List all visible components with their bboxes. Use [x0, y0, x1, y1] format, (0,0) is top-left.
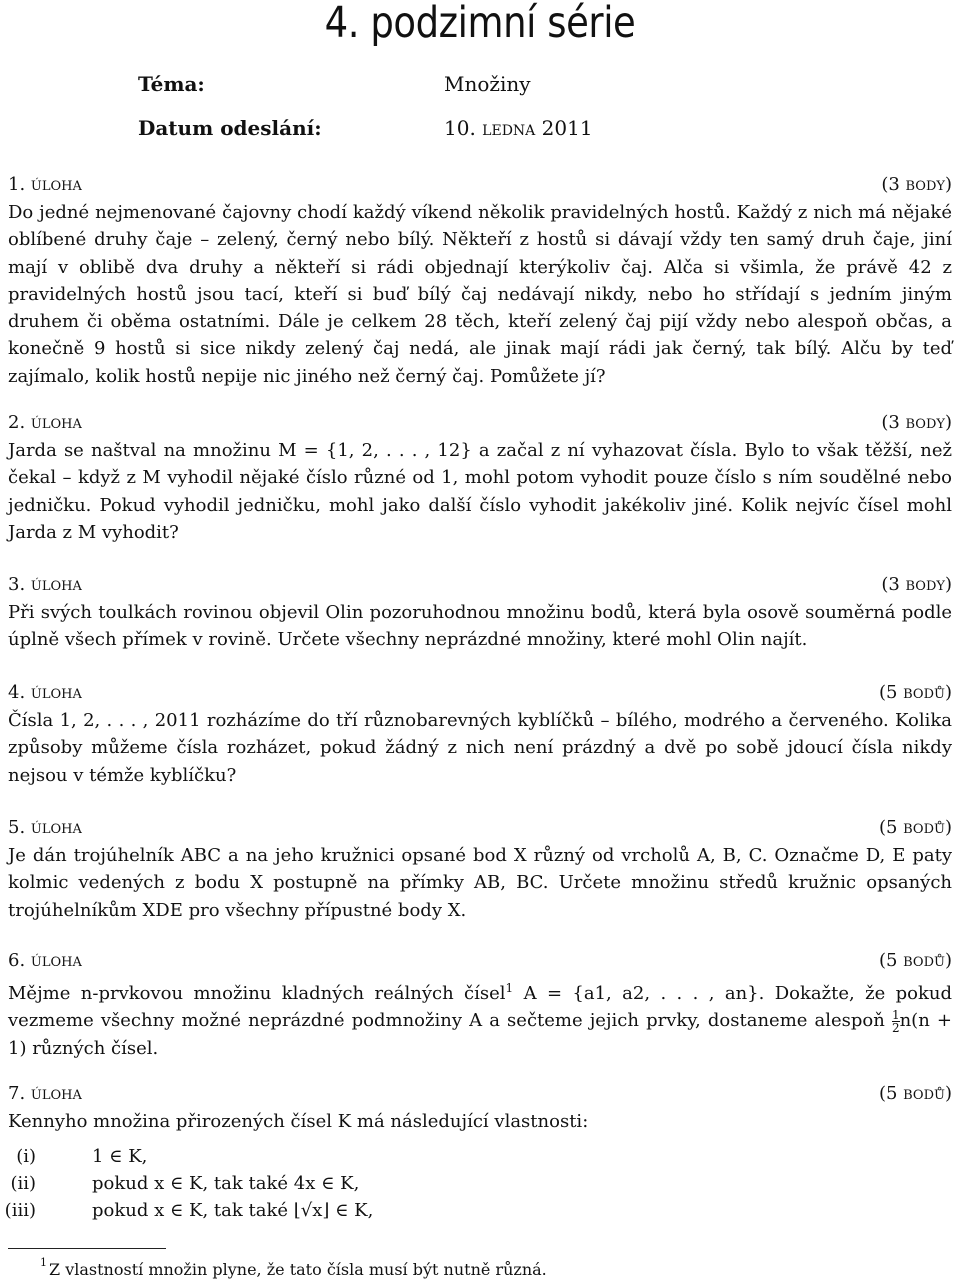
condition-text: pokud x ∈ K, tak také 4x ∈ K,: [92, 1173, 360, 1194]
task-3-text: Při svých toulkách rovinou objevil Olin pozoruhodnou množinu bodů, která byla osově souměrná podle úplně všech přímek v rovině. Určete všechny neprázdné množiny, které mohl Olin najít.: [8, 602, 952, 651]
task-5-text: Je dán trojúhelník ABC a na jeho kružnici opsané bod X různý od vrcholů A, B, C. Označme D, E paty kolmic vedených z bodu X postupně na přímky AB, BC. Určete množinu středů kružnic opsaných trojúhelníkům XDE pro všechny přípustné body X.: [8, 845, 952, 921]
task-3-points: (3 body): [881, 574, 952, 595]
condition-text: pokud x ∈ K, tak také ⌊√x⌋ ∈ K,: [92, 1200, 374, 1221]
task-6-number: 6. úloha: [8, 950, 82, 971]
task-6-footnote-mark: 1: [505, 981, 514, 995]
task-1-text: Do jedné nejmenované čajovny chodí každý víkend několik pravidelných hostů. Každý z nich má nějaké oblíbené druhy čaje – zelený, černý nebo bílý. Někteří z hostů si dávají vždy ten samý druh čaje, jiní mají v oblibě dva druhy a někteří si rádi objednají kterýkoliv čaj. Alča si všimla, že právě 42 z pravidelných hostů jsou tací, kteří si buď bílý čaj nedávají nikdy, nebo ho střídají s jedním jiným druhem či oběma ostatními. Dále je celkem 28 těch, kteří zelený čaj pijí vždy nebo alespoň občas, a konečně 9 hostů si sice nikdy zelený čaj nedá, ale jinak mají rádi jak černý, tak bílý. Alču by teď zajímalo, kolik hostů nepije nic jiného než černý čaj. Pomůžete jí?: [8, 202, 952, 387]
task-6-text-b: A = {a1, a2, . . . , an}. Dokažte, že pokud vezmeme všechny možné neprázdné podmnožiny A a sečteme jejich prvky, dostaneme alespoň: [8, 983, 952, 1032]
task-7-text: Kennyho množina přirozených čísel K má následující vlastnosti:: [8, 1111, 589, 1132]
date-value: [444, 116, 593, 140]
task-1-points: (3 body): [881, 174, 952, 195]
footnote-text: Z vlastností množin plyne, že tato čísla musí být nutně různá.: [49, 1260, 547, 1279]
date-year: 2011: [541, 116, 593, 140]
condition-index: (iii): [4, 1200, 36, 1221]
task-5-points: (5 bodů): [878, 817, 952, 838]
task-4-points: (5 bodů): [878, 682, 952, 703]
task-4-number: 4. úloha: [8, 682, 82, 703]
footnote: [40, 1255, 547, 1279]
condition-item: [8, 1170, 908, 1197]
task-2-text: Jarda se naštval na množinu M = {1, 2, . . . , 12} a začal z ní vyhazovat čísla. Bylo to však těžší, než čekal – když z M vyhodil nějaké číslo různé od 1, mohl potom vyhodit pouze číslo s ním soudělné nebo jedničku. Pokud vyhodil jedničku, mohl jako další číslo vyhodit jakékoliv jiné. Kolik nejvíc čísel mohl Jarda z M vyhodit?: [8, 440, 952, 543]
condition-index: (ii): [10, 1173, 36, 1194]
condition-item: [8, 1143, 908, 1170]
task-7-number: 7. úloha: [8, 1083, 82, 1104]
date-day: 10.: [444, 116, 476, 140]
fraction-one-half: [892, 1009, 900, 1034]
condition-item: [4, 1197, 908, 1224]
task-6-text-c: n(n + 1) různých čísel.: [8, 1010, 952, 1059]
task-2-number: 2. úloha: [8, 412, 82, 433]
task-6-text-a: Mějme n-prvkovou množinu kladných reálných čísel: [8, 983, 506, 1004]
task-6-points: (5 bodů): [878, 950, 952, 971]
topic-value: Množiny: [444, 72, 531, 96]
date-month: ledna: [482, 116, 536, 140]
page-title: 4. podzimní série: [324, 0, 636, 48]
date-label: Datum odeslání:: [138, 116, 322, 140]
footnote-mark: 1: [40, 1255, 47, 1269]
condition-index: (i): [16, 1146, 36, 1167]
task-1-number: 1. úloha: [8, 174, 82, 195]
task-6-text: [8, 975, 952, 1062]
task-3-number: 3. úloha: [8, 574, 82, 595]
task-2-points: (3 body): [881, 412, 952, 433]
task-5-number: 5. úloha: [8, 817, 82, 838]
fraction-denominator: 2: [891, 1020, 900, 1035]
task-4-text: Čísla 1, 2, . . . , 2011 rozházíme do tří různobarevných kyblíčků – bílého, modrého a červeného. Kolika způsoby můžeme čísla rozházet, pokud žádný z nich není prázdný a dvě po sobě jdoucí čísla nikdy nejsou v témže kyblíčku?: [8, 710, 952, 786]
fraction-numerator: 1: [891, 1007, 900, 1022]
topic-label: Téma:: [138, 72, 205, 96]
task-7-points: (5 bodů): [878, 1083, 952, 1104]
task-7-conditions: [4, 1143, 908, 1224]
condition-text: 1 ∈ K,: [92, 1146, 148, 1167]
footnote-divider: [8, 1248, 166, 1249]
